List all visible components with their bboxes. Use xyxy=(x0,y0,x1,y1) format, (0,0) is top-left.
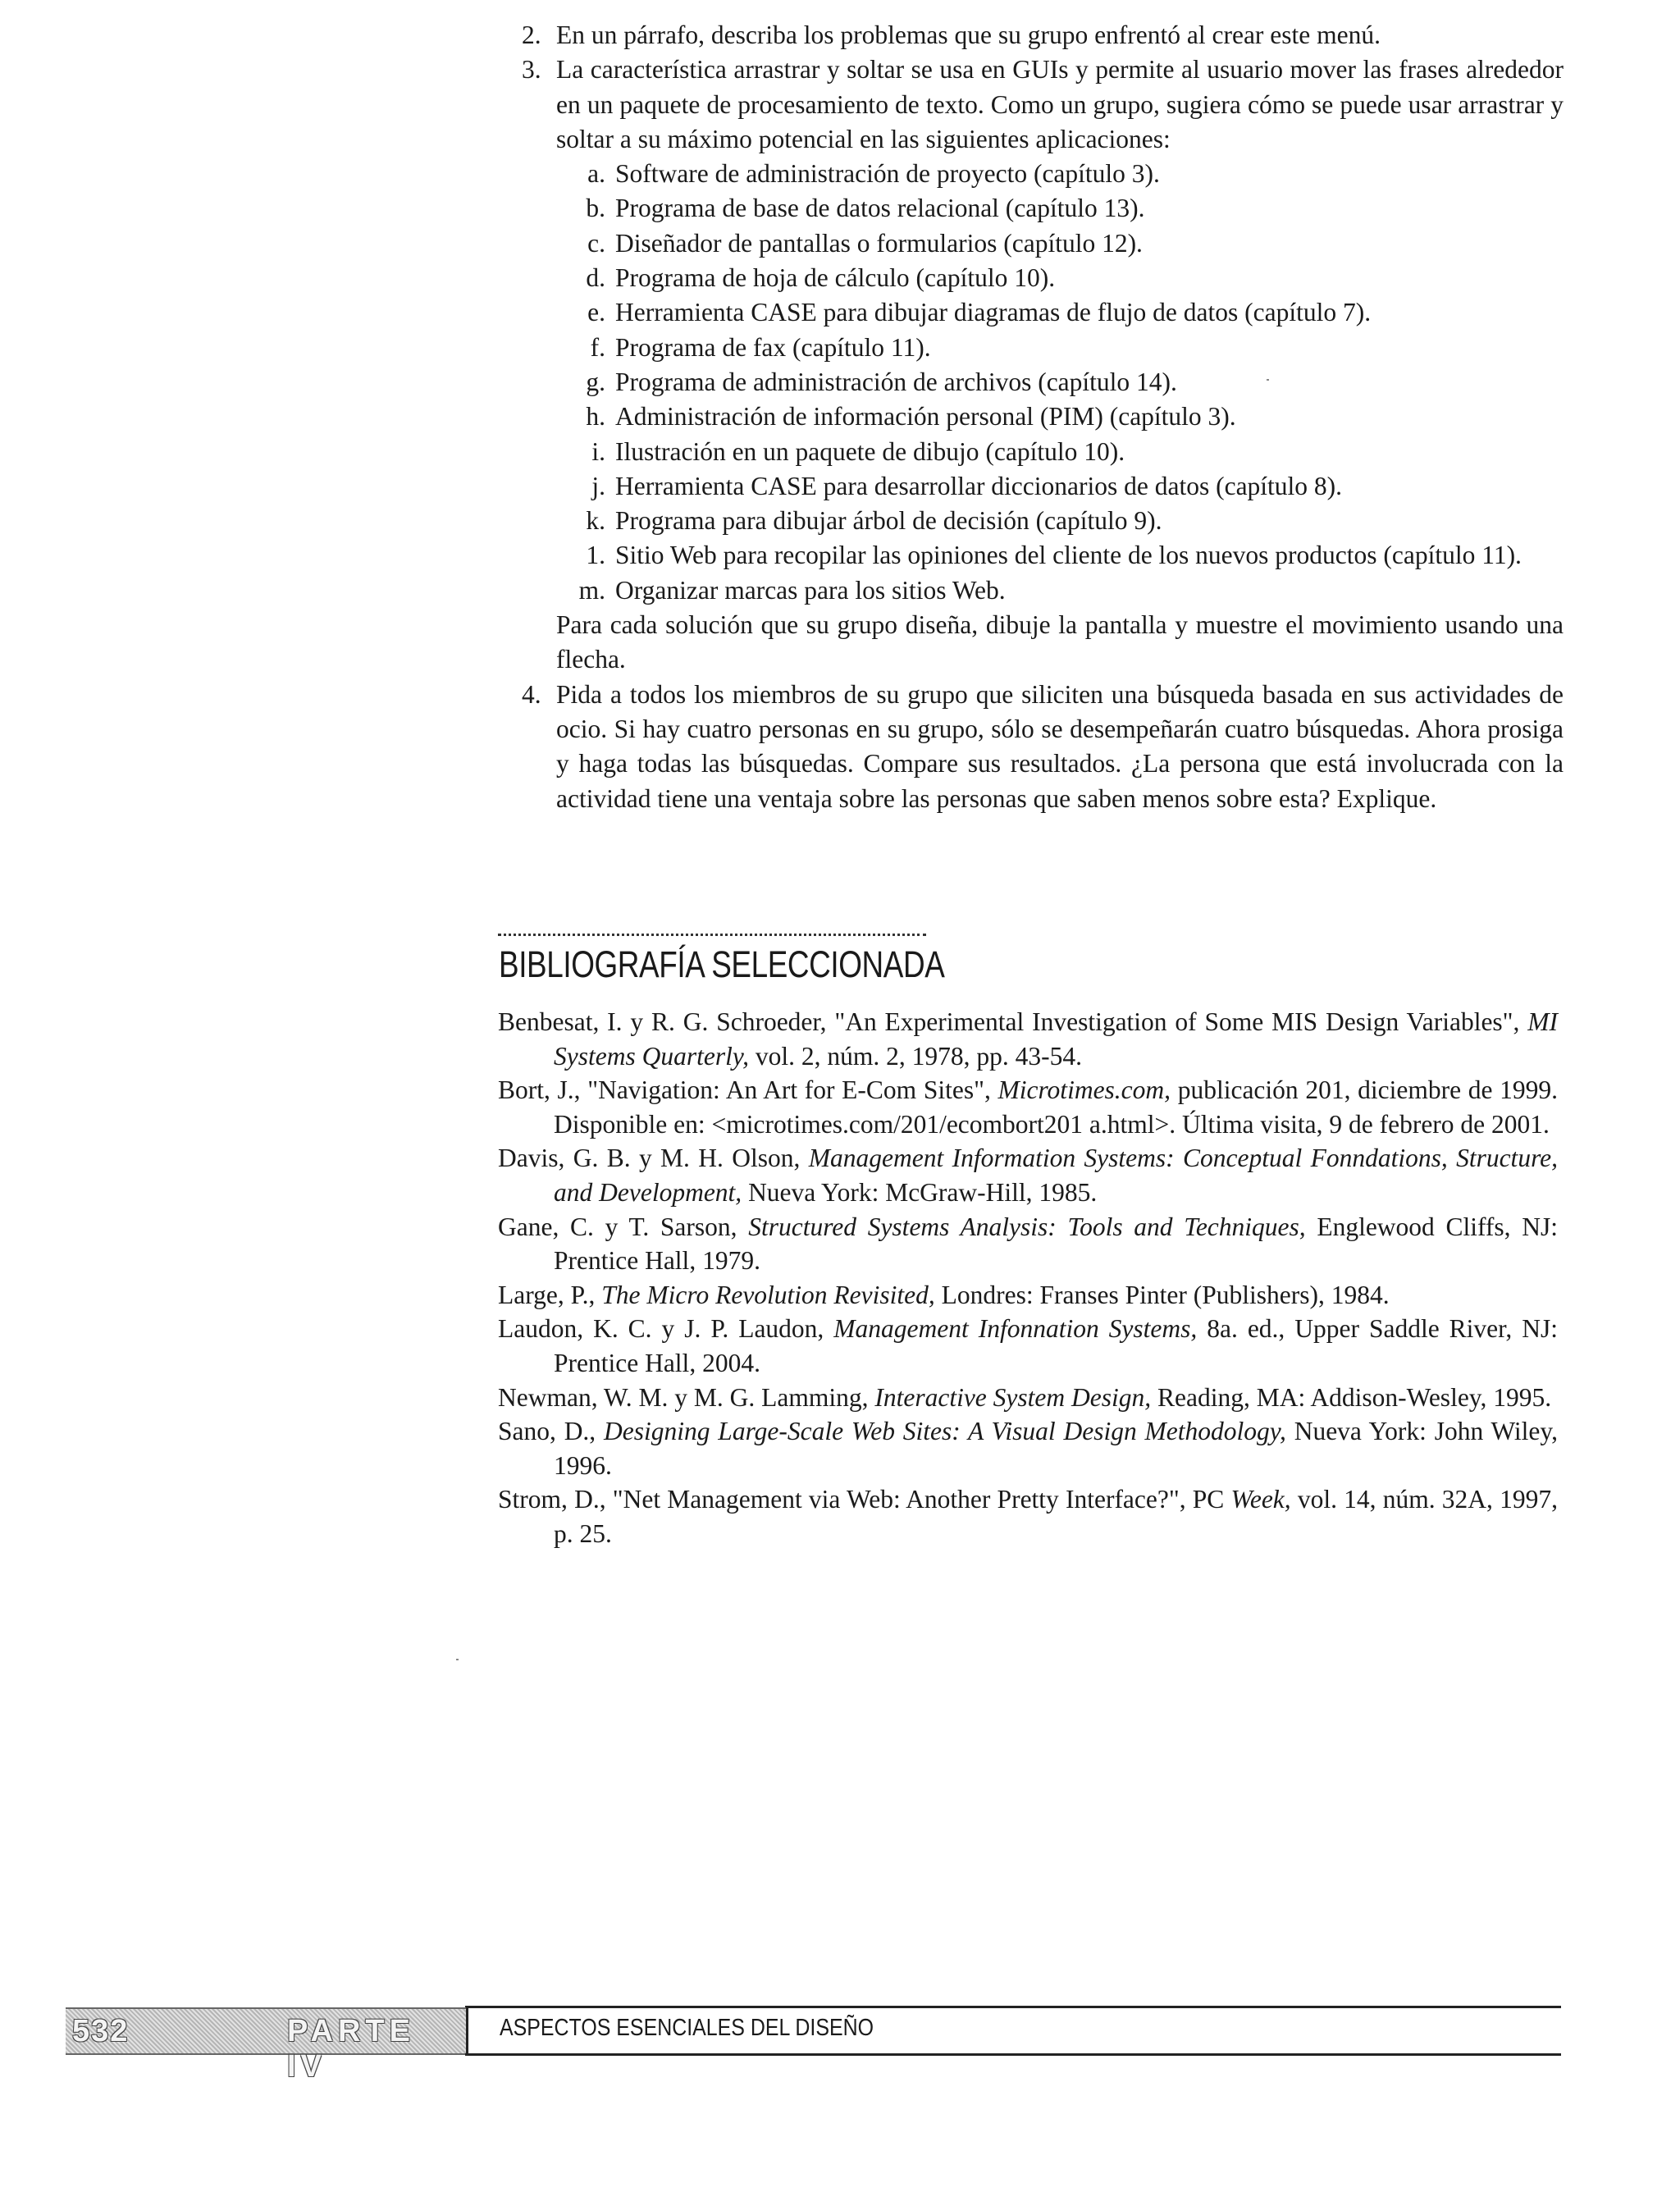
entry-title: Management Information Systems: Conceptual Fonndations, Structure, and Development, xyxy=(554,1144,1559,1207)
entry-details: publicación 201, diciembre de 1999. Disponible en: <microtimes.com/201/ecombort201 a.html>. Última visita, 9 de febrero de 2001. xyxy=(554,1075,1558,1139)
sublist-text: Programa de hoja de cálculo (capítulo 10). xyxy=(615,263,1056,293)
sublist-item xyxy=(556,469,1564,504)
entry-details: Englewood Cliffs, NJ: Prentice Hall, 1979. xyxy=(554,1212,1558,1276)
sublist-item xyxy=(556,365,1564,400)
sublist-letter: h. xyxy=(586,402,605,431)
exercise-item xyxy=(522,53,1564,157)
sublist-text: Programa de administración de archivos (capítulo 14). xyxy=(615,367,1177,396)
sublist-letter: a. xyxy=(587,159,605,189)
sublist-text: Organizar marcas para los sitios Web. xyxy=(615,575,1006,605)
exercise-item xyxy=(522,678,1564,816)
entry-title: Microtimes.com, xyxy=(998,1075,1171,1105)
bibliography-entry xyxy=(498,1381,1558,1415)
exercise-number: 2. xyxy=(522,21,541,49)
sublist-item xyxy=(556,435,1564,469)
sublist-letter: f. xyxy=(590,332,605,362)
sublist-item xyxy=(556,538,1564,573)
entry-title: Management Infonnation Systems, xyxy=(833,1314,1198,1344)
bibliography-entry xyxy=(498,1141,1558,1209)
exercise-text: La característica arrastrar y soltar se usa en GUIs y permite al usuario mover las frases alrededor en un paquete de procesamiento de texto. Como un grupo, sugiera cómo se puede usar arrastrar y soltar a su máximo potencial en las siguientes aplicaciones: xyxy=(556,55,1564,153)
sublist-text: Software de administración de proyecto (capítulo 3). xyxy=(615,159,1160,189)
sublist-text: Administración de información personal (PIM) (capítulo 3). xyxy=(615,402,1236,431)
page-number: 532 xyxy=(72,2014,130,2048)
exercise-number: 3. xyxy=(522,55,541,84)
sublist-text: Ilustración en un paquete de dibujo (capítulo 10). xyxy=(615,436,1125,466)
exercise-followup-text: Para cada solución que su grupo diseña, dibuje la pantalla y muestre el movimiento usando una flecha. xyxy=(556,610,1564,674)
entry-title: The Micro Revolution Revisited, xyxy=(601,1280,935,1309)
sublist-letter: b. xyxy=(586,194,605,223)
entry-text: Gane, C. y T. Sarson, xyxy=(498,1212,749,1241)
sublist-text: Programa de fax (capítulo 11). xyxy=(615,332,931,362)
bibliography-entry xyxy=(498,1414,1558,1482)
sublist-item xyxy=(556,261,1564,295)
sublist-item xyxy=(556,226,1564,261)
sublist-item xyxy=(556,191,1564,226)
sublist-text: Programa para dibujar árbol de decisión (capítulo 9). xyxy=(615,506,1162,536)
exercise-item xyxy=(522,18,1564,53)
bibliography-entry xyxy=(498,1210,1558,1278)
entry-text: Benbesat, I. y R. G. Schroeder, "An Experimental Investigation of Some MIS Design Variables", xyxy=(498,1007,1528,1036)
sublist-letter: 1. xyxy=(586,541,605,570)
entry-title: Interactive System Design, xyxy=(874,1382,1152,1412)
sublist-item xyxy=(556,504,1564,538)
entry-title: Designing Large-Scale Web Sites: A Visual Design Methodology, xyxy=(604,1417,1286,1446)
sublist-letter: m. xyxy=(578,575,605,605)
footer-rule xyxy=(465,2053,1561,2056)
entry-text: Newman, W. M. y M. G. Lamming, xyxy=(498,1382,875,1412)
sublist-letter: g. xyxy=(586,367,605,396)
section-dotted-rule xyxy=(498,934,926,936)
sublist-text: Herramienta CASE para dibujar diagramas de flujo de datos (capítulo 7). xyxy=(615,298,1372,327)
exercise-number: 4. xyxy=(522,679,541,709)
entry-title: MI Systems Quarterly, xyxy=(554,1007,1558,1071)
bibliography-entry xyxy=(498,1278,1558,1313)
entry-text: Bort, J., "Navigation: An Art for E-Com Sites", xyxy=(498,1075,998,1105)
bibliography-entry xyxy=(498,1005,1558,1073)
exercise-sublist xyxy=(522,157,1564,608)
sublist-item xyxy=(556,331,1564,365)
entry-text: Davis, G. B. y M. H. Olson, xyxy=(498,1144,809,1173)
sublist-letter: d. xyxy=(586,263,605,293)
sublist-letter: c. xyxy=(587,228,605,258)
entry-text: Large, P., xyxy=(498,1280,602,1309)
entry-details: Nueva York: John Wiley, 1996. xyxy=(554,1417,1558,1480)
exercise-text: En un párrafo, describa los problemas que su grupo enfrentó al crear este menú. xyxy=(556,21,1381,49)
entry-details: Londres: Franses Pinter (Publishers), 1984. xyxy=(934,1280,1390,1309)
scan-speck xyxy=(456,1659,459,1660)
entry-details: 8a. ed., Upper Saddle River, NJ: Prentice Hall, 2004. xyxy=(554,1314,1558,1377)
entry-text: Laudon, K. C. y J. P. Laudon, xyxy=(498,1314,834,1344)
sublist-letter: j. xyxy=(591,471,605,500)
sublist-text: Sitio Web para recopilar las opiniones del cliente de los nuevos productos (capítulo 11). xyxy=(615,541,1522,570)
entry-title: Week, xyxy=(1230,1485,1291,1514)
footer-rule xyxy=(465,2006,1561,2008)
running-section-title: ASPECTOS ESENCIALES DEL DISEÑO xyxy=(500,2015,874,2041)
bibliography-entry xyxy=(498,1482,1558,1550)
scan-speck xyxy=(1267,379,1269,381)
sublist-text: Herramienta CASE para desarrollar diccionarios de datos (capítulo 8). xyxy=(615,471,1343,500)
footer-divider xyxy=(466,2007,468,2053)
entry-details: Nueva York: McGraw-Hill, 1985. xyxy=(742,1177,1098,1207)
footer-part-band xyxy=(66,2007,466,2084)
sublist-item xyxy=(556,400,1564,434)
sublist-letter: k. xyxy=(586,506,605,536)
bibliography-entry xyxy=(498,1312,1558,1380)
entry-details: Reading, MA: Addison-Wesley, 1995. xyxy=(1151,1382,1552,1412)
entry-title: Structured Systems Analysis: Tools and Techniques, xyxy=(748,1212,1306,1241)
entry-text: Sano, D., xyxy=(498,1417,604,1446)
sublist-text: Diseñador de pantallas o formularios (capítulo 12). xyxy=(615,228,1143,258)
sublist-item xyxy=(556,295,1564,330)
entry-details: vol. 2, núm. 2, 1978, pp. 43-54. xyxy=(748,1041,1082,1071)
exercise-list xyxy=(522,18,1564,816)
section-heading: BIBLIOGRAFÍA SELECCIONADA xyxy=(499,943,945,985)
sublist-item xyxy=(556,573,1564,608)
sublist-letter: e. xyxy=(587,298,605,327)
sublist-text: Programa de base de datos relacional (capítulo 13). xyxy=(615,194,1145,223)
exercise-text: Pida a todos los miembros de su grupo que siliciten una búsqueda basada en sus actividades de ocio. Si hay cuatro personas en su grupo, sólo se desempeñarán cuatro búsquedas. Ahora prosiga y haga todas las búsquedas. Compare sus resultados. ¿La persona que está involucrada con la actividad tiene una ventaja sobre las personas que saben menos sobre esta? Explique. xyxy=(556,679,1564,813)
sublist-item xyxy=(556,157,1564,191)
bibliography-list xyxy=(498,1005,1558,1551)
bibliography-entry xyxy=(498,1073,1558,1141)
entry-text: Strom, D., "Net Management via Web: Another Pretty Interface?", PC xyxy=(498,1485,1231,1514)
part-label: PARTE IV xyxy=(287,2014,415,2084)
sublist-letter: i. xyxy=(591,436,605,466)
entry-details: vol. 14, núm. 32A, 1997, p. 25. xyxy=(554,1485,1558,1548)
